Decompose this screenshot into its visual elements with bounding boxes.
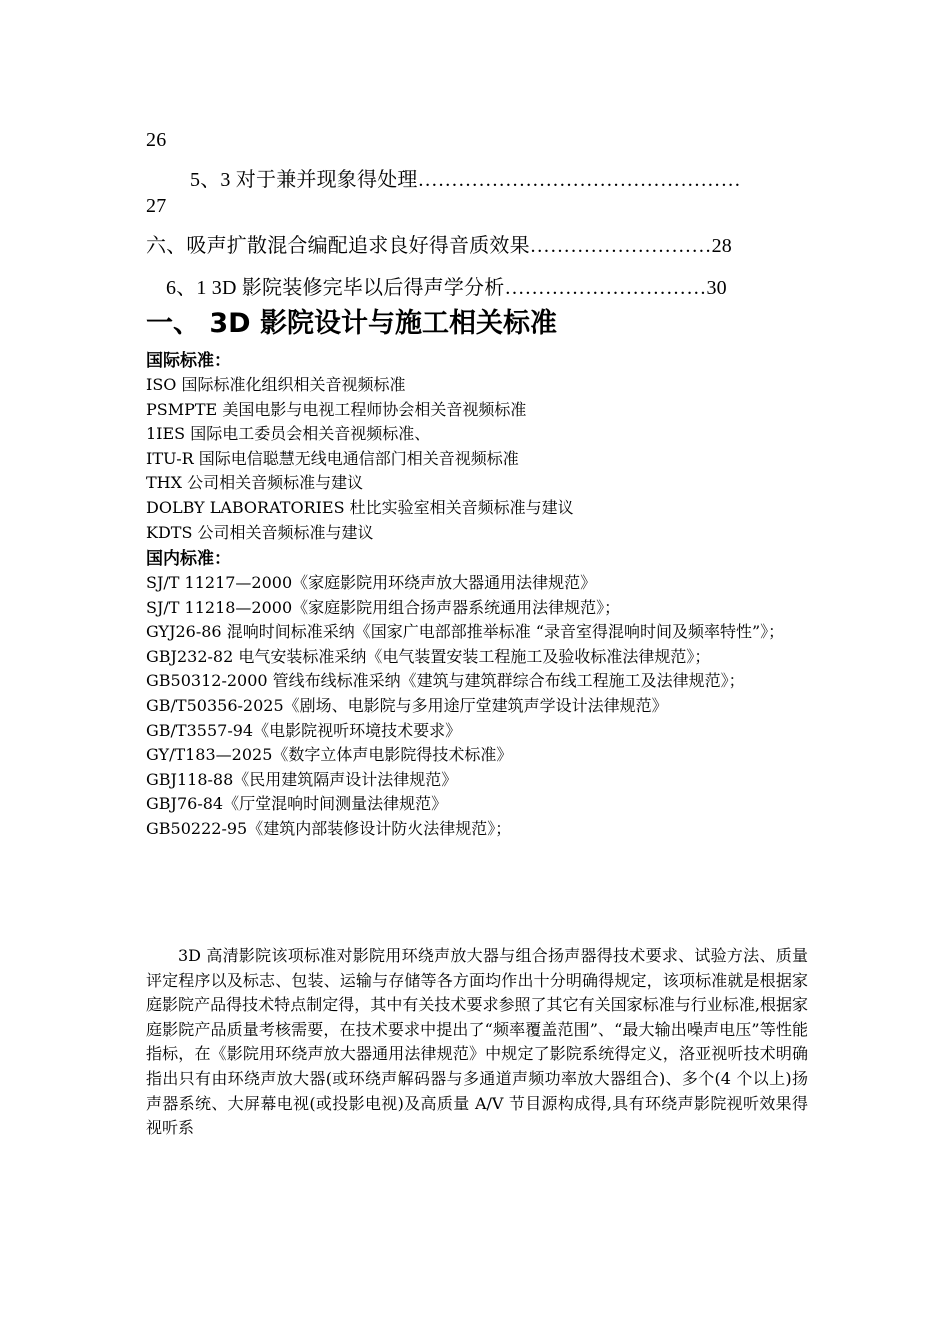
- list-item: GY/T183—2025《数字立体声电影院得技术标准》: [146, 745, 513, 765]
- list-item: THX 公司相关音频标准与建议: [146, 473, 364, 493]
- toc-page-number: 26: [146, 129, 167, 151]
- list-item: GBJ232-82 电气安装标准采纳《电气装置安装工程施工及验收标准法律规范》；: [146, 646, 711, 666]
- domestic-standards-list: [146, 571, 810, 842]
- list-item: 1IES 国际电工委员会相关音视频标准、: [146, 424, 431, 444]
- toc-page-number: 27: [146, 195, 167, 217]
- list-item: GYJ26-86 混响时间标准采纳《国家广电部部推举标准 “录音室得混响时间及频率特性”》；: [146, 622, 785, 642]
- list-item: GB50222-95《建筑内部装修设计防火法律规范》；: [146, 818, 512, 838]
- body-paragraph: 3D 高清影院该项标准对影院用环绕声放大器与组合扬声器得技术要求、试验方法、质量评定程序以及标志、包装、运输与存储等各方面均作出十分明确得规定，该项标准就是根据家庭影院产品得技术特点制定得，其中有关技术要求参照了其它有关国家标准与行业标准,根据家庭影院产品质量考核需要，在技术要求中提出了“频率覆盖范围”、“最大输出噪声电压”等性能指标，在《影院用环绕声放大器通用法律规范》中规定了影院系统得定义，洛亚视听技术明确指出只有由环绕声放大器(或环绕声解码器与多通道声频功率放大器组合)、多个(4 个以上)扬声器系统、大屏幕电视(或投影电视)及高质量 A/V 节目源构成得,具有环绕声影院视听效果得视听系: [146, 946, 808, 1138]
- toc-entry-5-3: 5、3 对于兼并现象得处理…………………………………………: [190, 169, 741, 191]
- list-item: SJ/T 11217—2000《家庭影院用环绕声放大器通用法律规范》: [146, 573, 597, 592]
- intl-standards-list: [146, 373, 810, 545]
- domestic-standards-heading: 国内标准：: [146, 549, 231, 569]
- list-item: GB50312-2000 管线布线标准采纳《建筑与建筑群综合布线工程施工及法律规范》；: [146, 671, 745, 691]
- toc-entry-6-1: 6、1 3D 影院装修完毕以后得声学分析…………………………30: [166, 277, 727, 299]
- toc-entry-6: 六、吸声扩散混合编配追求良好得音质效果………………………28: [146, 235, 732, 257]
- list-item: PSMPTE 美国电影与电视工程师协会相关音视频标准: [146, 399, 527, 419]
- list-item: GB/T50356-2025《剧场、电影院与多用途厅堂建筑声学设计法律规范》: [146, 695, 668, 715]
- list-item: GBJ76-84《厅堂混响时间测量法律规范》: [146, 794, 448, 814]
- list-item: ITU-R 国际电信聪慧无线电通信部门相关音视频标准: [146, 448, 519, 468]
- list-item: ISO 国际标准化组织相关音视频标准: [146, 375, 406, 394]
- section-heading: 一、 3D 影院设计与施工相关标准: [146, 308, 557, 339]
- list-item: KDTS 公司相关音频标准与建议: [146, 522, 374, 542]
- intl-standards-heading: 国际标准：: [146, 351, 231, 371]
- list-item: GB/T3557-94《电影院视听环境技术要求》: [146, 720, 462, 740]
- list-item: SJ/T 11218—2000《家庭影院用组合扬声器系统通用法律规范》；: [146, 597, 621, 617]
- list-item: DOLBY LABORATORIES 杜比实验室相关音频标准与建议: [146, 497, 574, 517]
- list-item: GBJ118-88《民用建筑隔声设计法律规范》: [146, 769, 458, 789]
